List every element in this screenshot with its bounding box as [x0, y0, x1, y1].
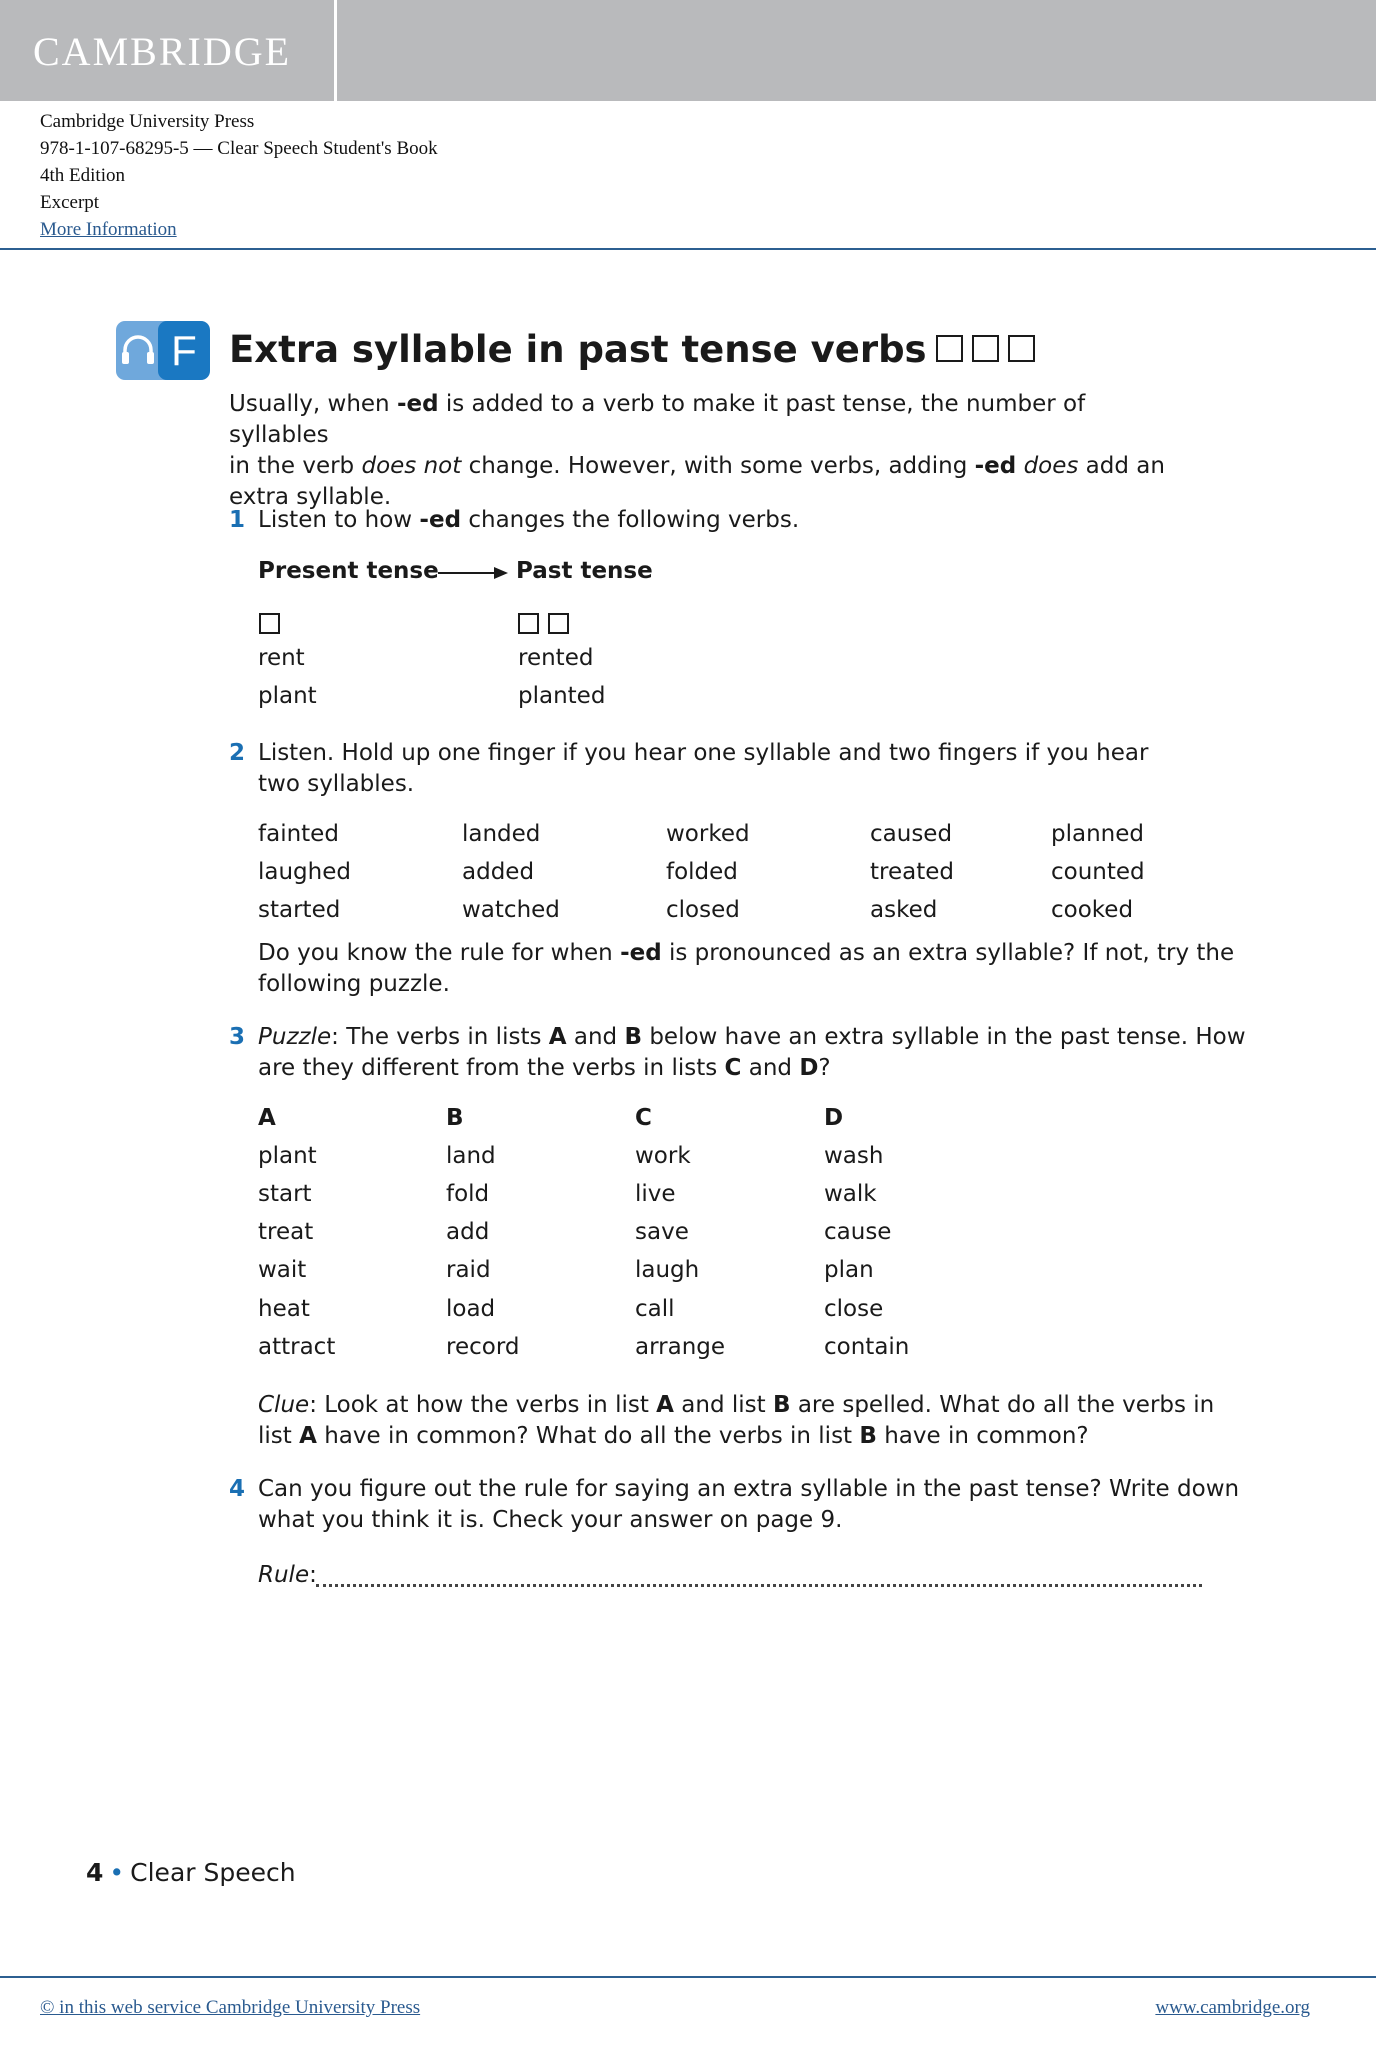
- list-word: close: [824, 1296, 884, 1322]
- step2-question: Do you know the rule for when -ed is pronounced as an extra syllable? If not, try the following puzzle.: [258, 940, 1235, 997]
- header-divider: [0, 248, 1376, 250]
- grid-word: planned: [1051, 821, 1144, 847]
- list-word: wait: [258, 1257, 307, 1283]
- list-word: attract: [258, 1334, 336, 1360]
- list-heading: A: [258, 1105, 276, 1131]
- grid-word: worked: [666, 821, 750, 847]
- syllable-box-icon: [259, 613, 280, 634]
- cambridge-website-link[interactable]: www.cambridge.org: [1155, 1997, 1310, 2018]
- step-number: 3: [229, 1024, 246, 1050]
- rule-label: Rule:: [258, 1562, 317, 1588]
- section-letter: F: [158, 321, 210, 380]
- list-word: raid: [446, 1257, 491, 1283]
- list-word: plant: [258, 1143, 317, 1169]
- publication-info: [40, 108, 438, 243]
- step-number: 2: [229, 740, 246, 766]
- syllable-box-icon: [936, 335, 963, 362]
- list-word: cause: [824, 1219, 892, 1245]
- grid-word: added: [462, 859, 535, 885]
- edition: 4th Edition: [40, 165, 125, 186]
- syllable-box-icon: [972, 335, 999, 362]
- grid-word: asked: [870, 897, 938, 923]
- section-title: [229, 328, 1035, 371]
- footer-divider: [0, 1976, 1376, 1978]
- headphones-icon: [120, 333, 156, 367]
- list-word: add: [446, 1219, 490, 1245]
- step2-instruction: Listen. Hold up one finger if you hear one syllable and two fingers if you hear two syllables.: [258, 740, 1149, 797]
- grid-word: watched: [462, 897, 560, 923]
- excerpt-label: Excerpt: [40, 192, 100, 213]
- section-title-text: Extra syllable in past tense verbs: [229, 328, 927, 371]
- grid-word: fainted: [258, 821, 339, 847]
- list-word: live: [635, 1181, 676, 1207]
- rule-answer-line[interactable]: [316, 1575, 1202, 1587]
- logo-box: [0, 0, 337, 101]
- step1-instruction: Listen to how -ed changes the following verbs.: [258, 507, 800, 533]
- syllable-box-icon: [518, 613, 539, 634]
- list-word: contain: [824, 1334, 910, 1360]
- list-word: land: [446, 1143, 496, 1169]
- grid-word: counted: [1051, 859, 1145, 885]
- grid-word: closed: [666, 897, 740, 923]
- list-word: arrange: [635, 1334, 726, 1360]
- present-word: plant: [258, 683, 317, 709]
- step3-instruction: Puzzle: The verbs in lists A and B below have an extra syllable in the past tense. How are they different from the verbs in lists C and D?: [258, 1024, 1246, 1081]
- syllable-box-icon: [1008, 335, 1035, 362]
- present-tense-label: Present tense: [258, 558, 439, 584]
- list-heading: C: [635, 1105, 652, 1131]
- isbn-title: 978-1-107-68295-5 — Clear Speech Student's Book: [40, 138, 438, 159]
- more-information-link[interactable]: More Information: [40, 219, 177, 240]
- step4-instruction: Can you figure out the rule for saying an extra syllable in the past tense? Write down what you think it is. Check your answer on page 9.: [258, 1476, 1240, 1533]
- list-word: laugh: [635, 1257, 700, 1283]
- intro-paragraph: Usually, when -ed is added to a verb to make it past tense, the number of syllables in the verb does not change. However, with some verbs, adding -ed does add an extra syllable.: [229, 391, 1165, 510]
- list-word: fold: [446, 1181, 490, 1207]
- list-word: heat: [258, 1296, 310, 1322]
- step-number: 4: [229, 1476, 246, 1502]
- grid-word: caused: [870, 821, 953, 847]
- list-heading: D: [824, 1105, 844, 1131]
- section-badge: [116, 321, 210, 380]
- list-word: treat: [258, 1219, 314, 1245]
- arrow-right-icon: [438, 565, 510, 581]
- past-word: planted: [518, 683, 606, 709]
- list-word: plan: [824, 1257, 874, 1283]
- step-number: 1: [229, 507, 246, 533]
- grid-word: treated: [870, 859, 954, 885]
- list-word: work: [635, 1143, 691, 1169]
- copyright-link[interactable]: © in this web service Cambridge University Press: [40, 1997, 421, 2018]
- grid-word: started: [258, 897, 341, 923]
- list-word: call: [635, 1296, 675, 1322]
- syllable-box-icon: [548, 613, 569, 634]
- list-word: save: [635, 1219, 689, 1245]
- grid-word: folded: [666, 859, 738, 885]
- list-word: start: [258, 1181, 312, 1207]
- step3-clue: Clue: Look at how the verbs in list A and list B are spelled. What do all the verbs in list A have in common? What do all the verbs in list B have in common?: [258, 1392, 1215, 1449]
- list-word: wash: [824, 1143, 884, 1169]
- past-tense-label: Past tense: [516, 558, 653, 584]
- list-word: load: [446, 1296, 496, 1322]
- list-heading: B: [446, 1105, 464, 1131]
- cambridge-logo: CAMBRIDGE: [33, 29, 292, 74]
- past-word: rented: [518, 645, 594, 671]
- present-word: rent: [258, 645, 305, 671]
- list-word: walk: [824, 1181, 877, 1207]
- grid-word: landed: [462, 821, 541, 847]
- publisher: Cambridge University Press: [40, 111, 255, 132]
- grid-word: laughed: [258, 859, 351, 885]
- page-number: 4 • Clear Speech: [86, 1858, 296, 1887]
- list-word: record: [446, 1334, 520, 1360]
- grid-word: cooked: [1051, 897, 1134, 923]
